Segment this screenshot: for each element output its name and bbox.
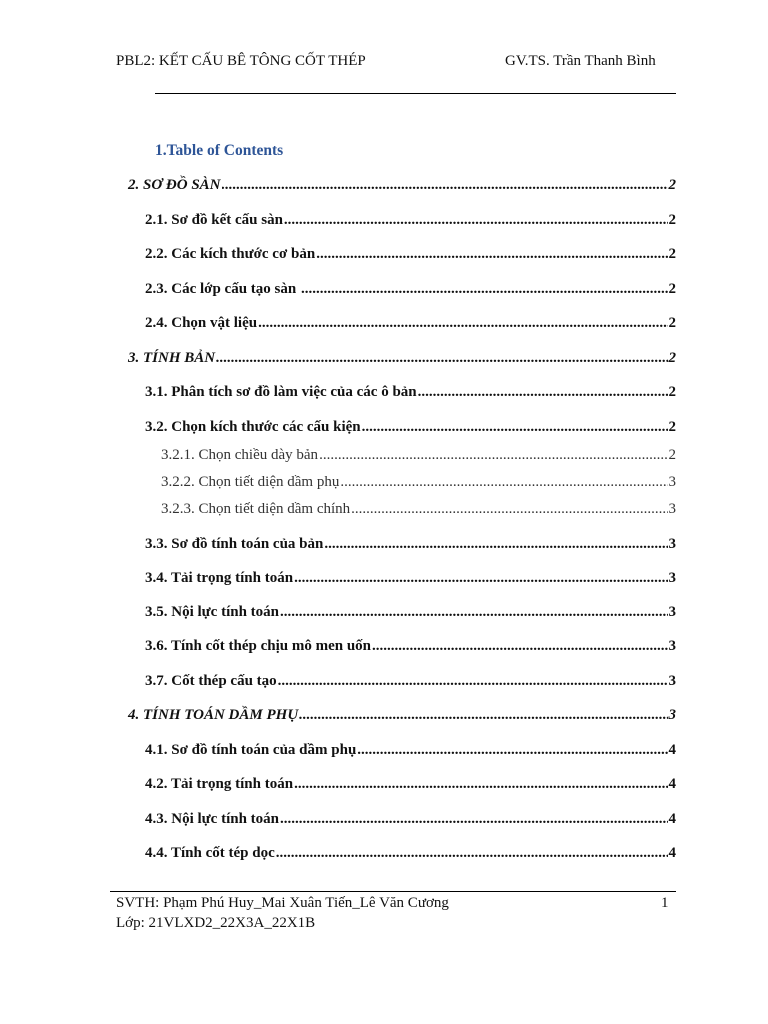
toc-entry-page: 3 (668, 570, 676, 586)
toc-entry[interactable] (145, 638, 676, 655)
header-divider (155, 93, 676, 94)
footer-students: SVTH: Phạm Phú Huy_Mai Xuân Tiến_Lê Văn Cương (116, 895, 449, 911)
toc-entry-title: 3.5. Nội lực tính toán (145, 604, 280, 620)
toc-entry-page: 3 (668, 536, 676, 552)
toc-entry-page: 2 (668, 246, 676, 262)
toc-leader (280, 604, 667, 621)
toc-entry-title: 3. TÍNH BẢN (128, 350, 216, 366)
toc-entry-title: 3.2.3. Chọn tiết diện dầm chính (161, 501, 351, 517)
toc-entry-title: 4.3. Nội lực tính toán (145, 811, 280, 827)
toc-entry-page: 3 (668, 474, 676, 490)
toc-entry[interactable] (145, 811, 676, 828)
toc-entry-page: 3 (668, 501, 676, 517)
toc-entry[interactable] (145, 384, 676, 401)
toc-leader (278, 673, 668, 690)
toc-entry-title: 3.4. Tải trọng tính toán (145, 570, 294, 586)
toc-entry[interactable] (145, 315, 676, 332)
toc-entry[interactable] (145, 742, 676, 759)
toc-entry-title: 2.1. Sơ đồ kết cấu sàn (145, 212, 283, 228)
toc-entry-page: 2 (668, 350, 676, 366)
toc-leader (351, 501, 667, 518)
toc-leader (418, 384, 668, 401)
toc-leader (276, 845, 668, 862)
toc-entry[interactable] (145, 281, 676, 298)
toc-leader (258, 315, 667, 332)
toc-entry-page: 2 (668, 281, 676, 297)
toc-heading[interactable]: 1.Table of Contents (155, 142, 284, 159)
toc-entry-page: 2 (668, 212, 676, 228)
toc-entry-title: 3.7. Cốt thép cấu tạo (145, 673, 277, 689)
toc-entry[interactable] (128, 177, 676, 194)
toc-entry-page: 2 (668, 177, 676, 193)
toc-entry[interactable] (145, 845, 676, 862)
toc-entry-page: 3 (668, 638, 676, 654)
toc-leader (222, 177, 668, 194)
toc-entry-page: 2 (668, 315, 676, 331)
toc-leader (299, 707, 667, 724)
toc-entry-page: 2 (668, 384, 676, 400)
toc-entry[interactable] (128, 350, 676, 367)
toc-entry-title: 4.4. Tính cốt tép dọc (145, 845, 275, 861)
toc-entry[interactable] (145, 673, 676, 690)
toc-entry[interactable] (161, 447, 676, 464)
toc-entry[interactable] (161, 474, 676, 491)
toc-entry-title: 3.3. Sơ đồ tính toán của bản (145, 536, 324, 552)
toc-leader (294, 570, 667, 587)
toc-entry[interactable] (145, 570, 676, 587)
toc-leader (357, 742, 667, 759)
toc-leader (280, 811, 667, 828)
toc-leader (340, 474, 667, 491)
toc-entry[interactable] (145, 604, 676, 621)
toc-entry-title: 2.2. Các kích thước cơ bản (145, 246, 316, 262)
toc-entry-page: 4 (668, 845, 676, 861)
toc-entry-page: 2 (668, 419, 676, 435)
footer-page-number: 1 (661, 895, 669, 911)
toc-entry-page: 2 (668, 447, 676, 463)
toc-entry[interactable] (128, 707, 676, 724)
page-header-right: GV.TS. Trần Thanh Bình (505, 53, 656, 69)
toc-entry-page: 3 (668, 604, 676, 620)
toc-entry-title: 2. SƠ ĐỒ SÀN (128, 177, 221, 193)
toc-entry-title: 2.4. Chọn vật liệu (145, 315, 258, 331)
toc-entry-title: 3.2.2. Chọn tiết diện dầm phụ (161, 474, 340, 490)
toc-leader (324, 536, 667, 553)
toc-entry-title: 3.6. Tính cốt thép chịu mô men uốn (145, 638, 372, 654)
toc-entry-title: 3.2.1. Chọn chiều dày bản (161, 447, 319, 463)
toc-entry-title: 4.1. Sơ đồ tính toán của dầm phụ (145, 742, 357, 758)
toc-entry-title: 3.1. Phân tích sơ đồ làm việc của các ô bản (145, 384, 417, 400)
toc-leader (301, 281, 668, 298)
toc-entry[interactable] (145, 776, 676, 793)
toc-entry-page: 3 (668, 707, 676, 723)
toc-leader (316, 246, 667, 263)
toc-leader (216, 350, 667, 367)
toc-entry-title: 4.2. Tải trọng tính toán (145, 776, 294, 792)
toc-entry[interactable] (161, 501, 676, 518)
toc-leader (294, 776, 667, 793)
page-header-left: PBL2: KẾT CẤU BÊ TÔNG CỐT THÉP (116, 53, 366, 69)
toc-entry-title: 3.2. Chọn kích thước các cấu kiện (145, 419, 361, 435)
toc-entry-page: 4 (668, 811, 676, 827)
toc-entry-page: 4 (668, 776, 676, 792)
toc-entry-title: 2.3. Các lớp cấu tạo sàn (145, 281, 300, 297)
toc-entry[interactable] (145, 212, 676, 229)
toc-leader (362, 419, 668, 436)
toc-entry-page: 4 (668, 742, 676, 758)
toc-entry[interactable] (145, 246, 676, 263)
footer-divider (110, 891, 676, 892)
footer-class: Lớp: 21VLXD2_22X3A_22X1B (116, 915, 316, 931)
toc-entry[interactable] (145, 536, 676, 553)
toc-entry-title: 4. TÍNH TOÁN DẦM PHỤ (128, 707, 299, 723)
toc-leader (319, 447, 667, 464)
toc-entry-page: 3 (668, 673, 676, 689)
toc-leader (372, 638, 667, 655)
toc-entry[interactable] (145, 419, 676, 436)
toc-leader (284, 212, 668, 229)
